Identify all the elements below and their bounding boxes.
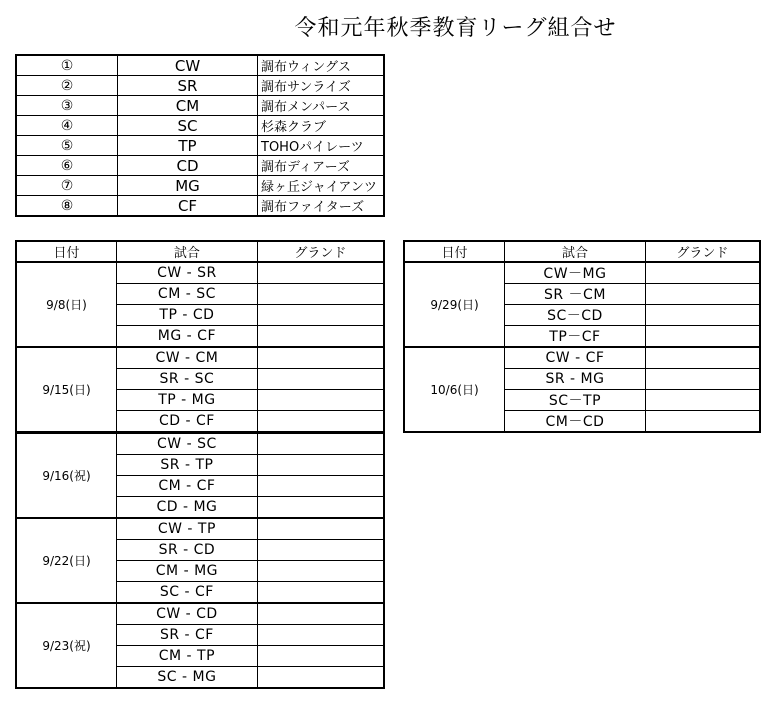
match-pairing: SR - CF [117,625,258,646]
team-number: ⑥ [16,156,118,176]
match-date: 9/29(日) [404,262,505,347]
ground-cell [645,390,760,411]
team-code: SR [118,76,258,96]
ground-cell [645,326,760,348]
team-number: ③ [16,96,118,116]
team-number: ② [16,76,118,96]
ground-cell [645,262,760,284]
match-pairing: SR - CD [117,540,258,561]
match-pairing: TP - MG [117,390,258,411]
ground-cell [645,369,760,390]
match-row [404,347,760,369]
match-date: 10/6(日) [404,347,505,432]
ground-cell [257,603,384,625]
team-code: CM [118,96,258,116]
match-pairing: CM - CF [117,476,258,497]
match-pairing: CW - CF [505,347,646,369]
ground-cell [257,390,384,411]
match-pairing: SR - SC [117,369,258,390]
match-pairing: CW - SR [117,262,258,284]
match-pairing: CW－MG [505,262,646,284]
match-pairing: SC－TP [505,390,646,411]
team-row [16,136,384,156]
match-pairing: TP－CF [505,326,646,348]
team-number: ⑤ [16,136,118,156]
header-match: 試合 [505,241,646,262]
team-name: 調布サンライズ [258,76,385,96]
match-pairing: CW - CD [117,603,258,625]
header-ground: グランド [645,241,760,262]
header-ground: グランド [257,241,384,262]
match-row [16,518,384,540]
match-pairing: CM - SC [117,284,258,305]
match-pairing: CW - TP [117,518,258,540]
team-code: TP [118,136,258,156]
team-number: ④ [16,116,118,136]
match-row [16,603,384,625]
ground-cell [257,284,384,305]
ground-cell [257,455,384,476]
ground-cell [257,433,384,455]
ground-cell [257,305,384,326]
team-name: 調布ウィングス [258,55,385,76]
match-row [16,262,384,284]
match-pairing: CM - MG [117,561,258,582]
header-date: 日付 [16,241,117,262]
team-number: ⑧ [16,196,118,217]
team-row [16,196,384,217]
schedule-table-left [15,240,385,689]
team-code: CF [118,196,258,217]
ground-cell [257,476,384,497]
ground-cell [645,305,760,326]
ground-cell [257,518,384,540]
team-row [16,76,384,96]
match-pairing: SC - CF [117,582,258,604]
match-pairing: SC - MG [117,667,258,689]
match-pairing: CW - SC [117,433,258,455]
ground-cell [257,625,384,646]
team-row [16,116,384,136]
match-row [16,433,384,455]
team-code: CD [118,156,258,176]
match-pairing: CD - CF [117,411,258,433]
schedule-table-right [403,240,761,433]
team-number: ⑦ [16,176,118,196]
match-pairing: CM－CD [505,411,646,433]
team-row [16,96,384,116]
team-name: 緑ヶ丘ジャイアンツ [258,176,385,196]
match-pairing: SR - MG [505,369,646,390]
ground-cell [257,497,384,519]
match-date: 9/8(日) [16,262,117,347]
team-name: TOHOパイレーツ [258,136,385,156]
header-match: 試合 [117,241,258,262]
team-name: 調布ディアーズ [258,156,385,176]
match-pairing: SR - TP [117,455,258,476]
ground-cell [257,540,384,561]
match-pairing: CW - CM [117,347,258,369]
team-row [16,156,384,176]
ground-cell [257,667,384,689]
team-code: MG [118,176,258,196]
ground-cell [645,284,760,305]
ground-cell [257,582,384,604]
ground-cell [257,561,384,582]
match-date: 9/23(祝) [16,603,117,688]
match-row [404,262,760,284]
team-list-table [15,54,385,217]
team-number: ① [16,55,118,76]
match-pairing: MG - CF [117,326,258,348]
ground-cell [645,347,760,369]
team-code: CW [118,55,258,76]
match-pairing: CD - MG [117,497,258,519]
ground-cell [257,262,384,284]
match-pairing: SC－CD [505,305,646,326]
ground-cell [257,347,384,369]
ground-cell [257,411,384,433]
page-title: 令和元年秋季教育リーグ組合せ [294,16,617,41]
match-pairing: TP - CD [117,305,258,326]
team-name: 調布ファイターズ [258,196,385,217]
match-date: 9/22(日) [16,518,117,603]
match-row [16,347,384,369]
match-pairing: CM - TP [117,646,258,667]
ground-cell [257,369,384,390]
ground-cell [257,326,384,348]
match-date: 9/16(祝) [16,433,117,519]
team-name: 調布メンパース [258,96,385,116]
match-pairing: SR －CM [505,284,646,305]
team-row [16,176,384,196]
team-code: SC [118,116,258,136]
team-row [16,55,384,76]
ground-cell [257,646,384,667]
ground-cell [645,411,760,433]
header-date: 日付 [404,241,505,262]
match-date: 9/15(日) [16,347,117,433]
team-name: 杉森クラブ [258,116,385,136]
